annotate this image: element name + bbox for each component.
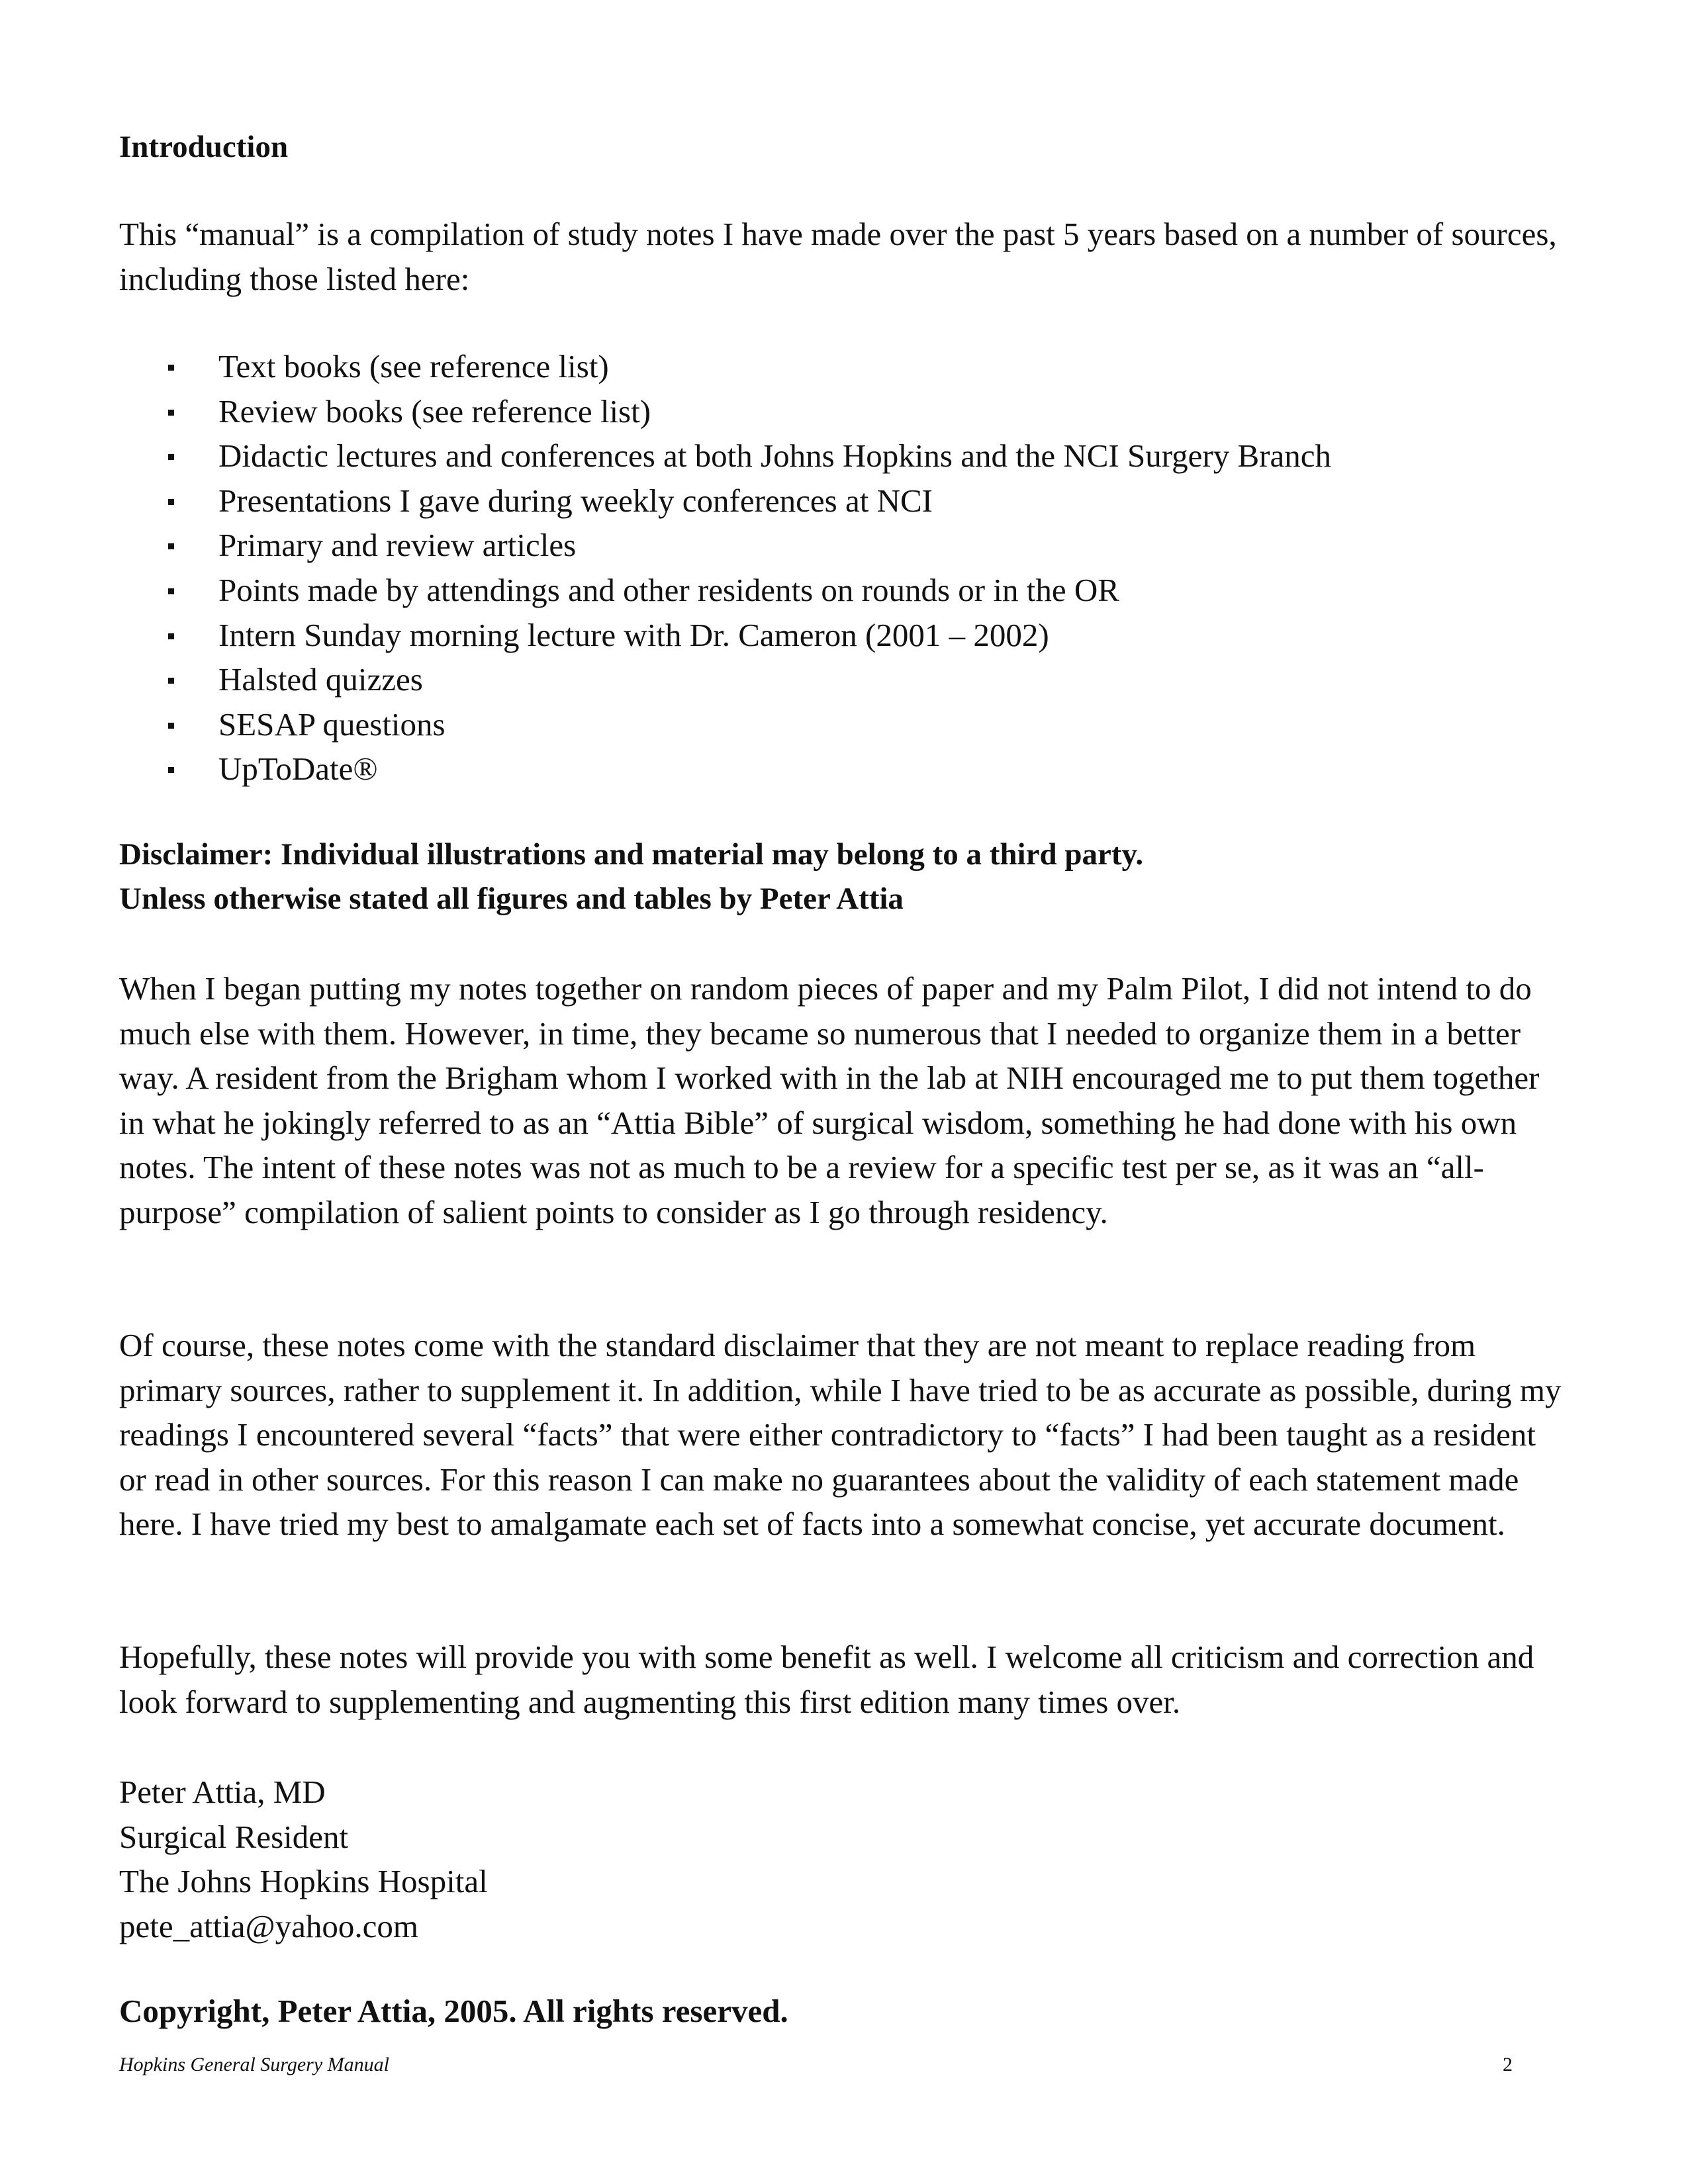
intro-paragraph: This “manual” is a compilation of study notes I have made over the past 5 years based on a number of sources, including those listed here:: [119, 216, 1557, 297]
disclaimer: [119, 833, 1143, 921]
list-item-text: Text books (see reference list): [218, 348, 609, 385]
list-item: [119, 389, 1331, 434]
list-item-text: Intern Sunday morning lecture with Dr. Cameron (2001 – 2002): [218, 616, 1049, 653]
disclaimer-line-1: Disclaimer: Individual illustrations and material may belong to a third party.: [119, 837, 1144, 872]
signature-institution: The Johns Hopkins Hospital: [119, 1863, 488, 1900]
list-item: [119, 702, 1331, 747]
list-item-text: Didactic lectures and conferences at both Johns Hopkins and the NCI Surgery Branch: [218, 437, 1331, 475]
bullet-icon: [168, 499, 174, 505]
footer-title: Hopkins General Surgery Manual: [119, 2054, 389, 2075]
list-item: [119, 568, 1331, 613]
body-paragraph-1: When I began putting my notes together on random pieces of paper and my Palm Pilot, I did not intend to do much else with them. However, in time, they became so numerous that I needed to organize them in a better way. A resident from the Brigham whom I worked with in the lab at NIH encouraged me to put them together in what he jokingly referred to as an “Attia Bible” of surgical wisdom, something he had done with his own notes. The intent of these notes was not as much to be a review for a specific test per se, as it was an “all-purpose” compilation of salient points to consider as I go through residency.: [119, 970, 1540, 1230]
list-item: [119, 523, 1331, 568]
bullet-icon: [168, 410, 174, 416]
body-paragraph-2: Of course, these notes come with the standard disclaimer that they are not meant to replace reading from primary sources, rather to supplement it. In addition, while I have tried to be as accurate as possible, during my readings I encountered several “facts” that were either contradictory to “facts” I had been taught as a resident or read in other sources. For this reason I can make no guarantees about the validity of each statement made here. I have tried my best to amalgamate each set of facts into a somewhat concise, yet accurate document.: [119, 1327, 1562, 1543]
bullet-icon: [168, 588, 174, 594]
list-item-text: UpToDate®: [218, 751, 378, 788]
list-item-text: SESAP questions: [218, 705, 445, 743]
bullet-icon: [168, 543, 174, 549]
disclaimer-line-2: Unless otherwise stated all figures and tables by Peter Attia: [119, 882, 904, 916]
list-item-text: Primary and review articles: [218, 527, 577, 564]
bullet-icon: [168, 767, 174, 773]
list-item: [119, 613, 1331, 658]
copyright-notice: Copyright, Peter Attia, 2005. All rights reserved.: [119, 1993, 788, 2029]
signature-title: Surgical Resident: [119, 1818, 349, 1855]
list-item: [119, 433, 1331, 478]
list-item-text: Points made by attendings and other residents on rounds or in the OR: [218, 571, 1119, 608]
bullet-icon: [168, 365, 174, 371]
sources-list: [119, 344, 1331, 792]
bullet-icon: [168, 454, 174, 460]
signature-email: pete_attia@yahoo.com: [119, 1907, 418, 1944]
bullet-icon: [168, 678, 174, 684]
section-heading: Introduction: [119, 130, 289, 164]
body-paragraph-3: Hopefully, these notes will provide you with some benefit as well. I welcome all criticism and correction and look forward to supplementing and augmenting this first edition many times over.: [119, 1639, 1534, 1720]
signature-block: [119, 1770, 488, 1948]
page-number: 2: [1503, 2054, 1513, 2075]
list-item: [119, 657, 1331, 702]
bullet-icon: [168, 633, 174, 639]
list-item-text: Presentations I gave during weekly conferences at NCI: [218, 482, 933, 519]
list-item-text: Review books (see reference list): [218, 392, 651, 430]
list-item-text: Halsted quizzes: [218, 661, 423, 698]
list-item: [119, 478, 1331, 523]
signature-name: Peter Attia, MD: [119, 1774, 326, 1810]
list-item: [119, 747, 1331, 792]
list-item: [119, 344, 1331, 389]
bullet-icon: [168, 723, 174, 729]
